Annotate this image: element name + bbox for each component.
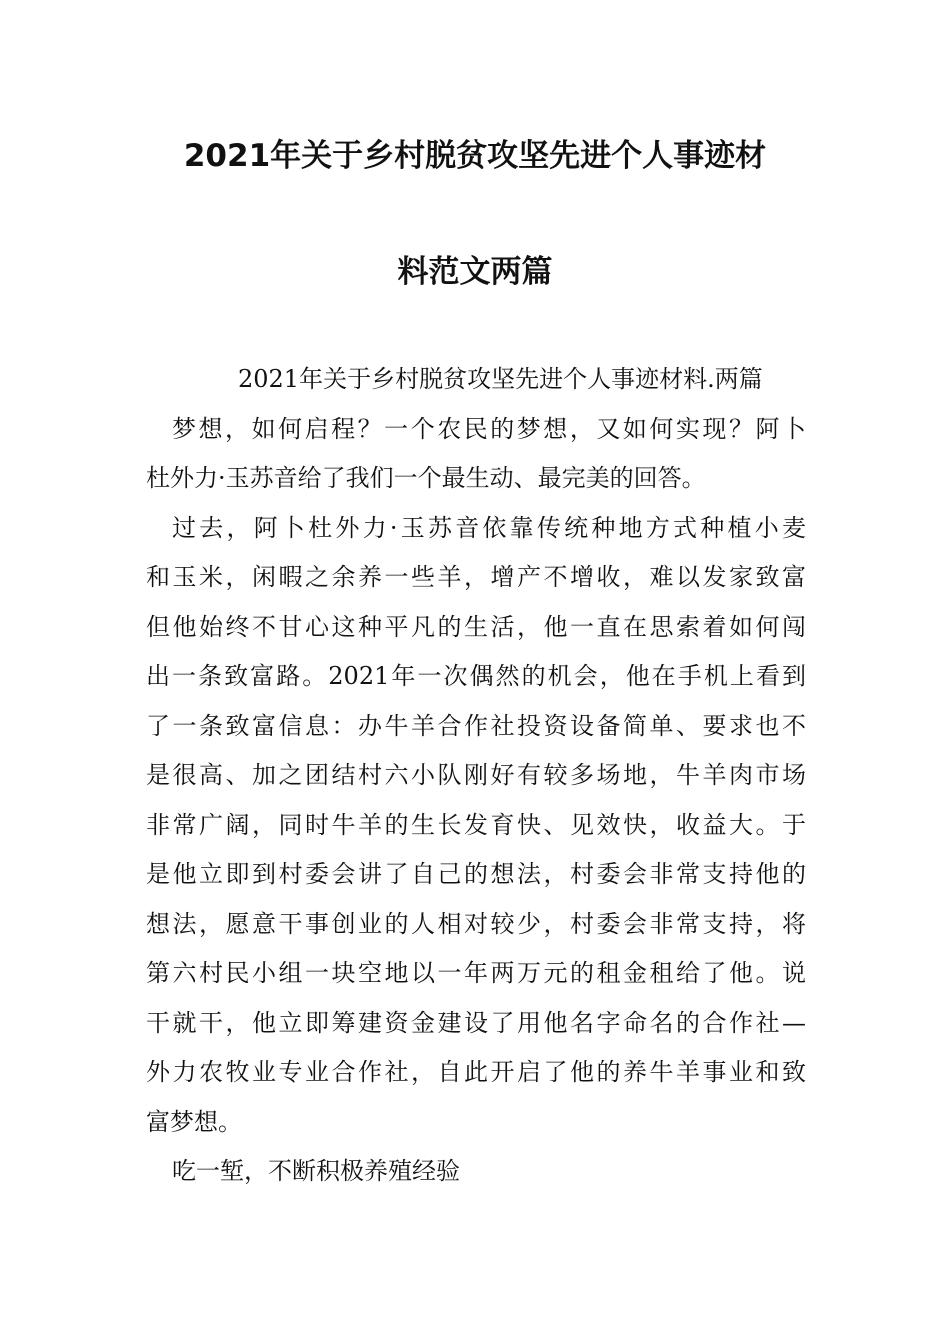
document-subtitle: 2021年关于乡村脱贫攻坚先进个人事迹材料.两篇 bbox=[238, 365, 763, 393]
body-line: 出一条致富路。2021年一次偶然的机会，他在手机上看到 bbox=[146, 662, 806, 690]
body-line: 外力农牧业专业合作社，自此开启了他的养牛羊事业和致 bbox=[146, 1058, 806, 1086]
body-line: 第六村民小组一块空地以一年两万元的租金租给了他。说 bbox=[146, 959, 806, 987]
document-title-line-2: 料范文两篇 bbox=[397, 254, 553, 290]
body-line: 干就干，他立即筹建资金建设了用他名字命名的合作社— bbox=[146, 1008, 806, 1037]
document-body bbox=[146, 355, 806, 1197]
body-line: 非常广阔，同时牛羊的生长发育快、见效快，收益大。于 bbox=[146, 810, 806, 839]
body-line: 了一条致富信息：办牛羊合作社投资设备简单、要求也不 bbox=[146, 711, 806, 740]
body-line: 杜外力·玉苏音给了我们一个最生动、最完美的回答。 bbox=[146, 464, 706, 492]
document-title-line-1: 2021年关于乡村脱贫攻坚先进个人事迹材 bbox=[183, 138, 767, 174]
body-line: 是他立即到村委会讲了自己的想法，村委会非常支持他的 bbox=[146, 860, 806, 888]
body-line: 是很高、加之团结村六小队刚好有较多场地，牛羊肉市场 bbox=[146, 761, 806, 789]
body-line: 吃一堑，不断积极养殖经验 bbox=[172, 1157, 460, 1185]
body-line: 过去，阿卜杜外力·玉苏音依靠传统种地方式种植小麦 bbox=[172, 513, 806, 542]
body-line: 但他始终不甘心这种平凡的生活，他一直在思索着如何闯 bbox=[146, 612, 806, 641]
body-line: 想法，愿意干事创业的人相对较少，村委会非常支持，将 bbox=[146, 909, 806, 938]
body-line: 富梦想。 bbox=[146, 1107, 242, 1136]
body-line: 梦想，如何启程？一个农民的梦想，又如何实现？阿卜 bbox=[172, 414, 806, 443]
body-line: 和玉米，闲暇之余养一些羊，增产不增收，难以发家致富 bbox=[146, 563, 806, 591]
